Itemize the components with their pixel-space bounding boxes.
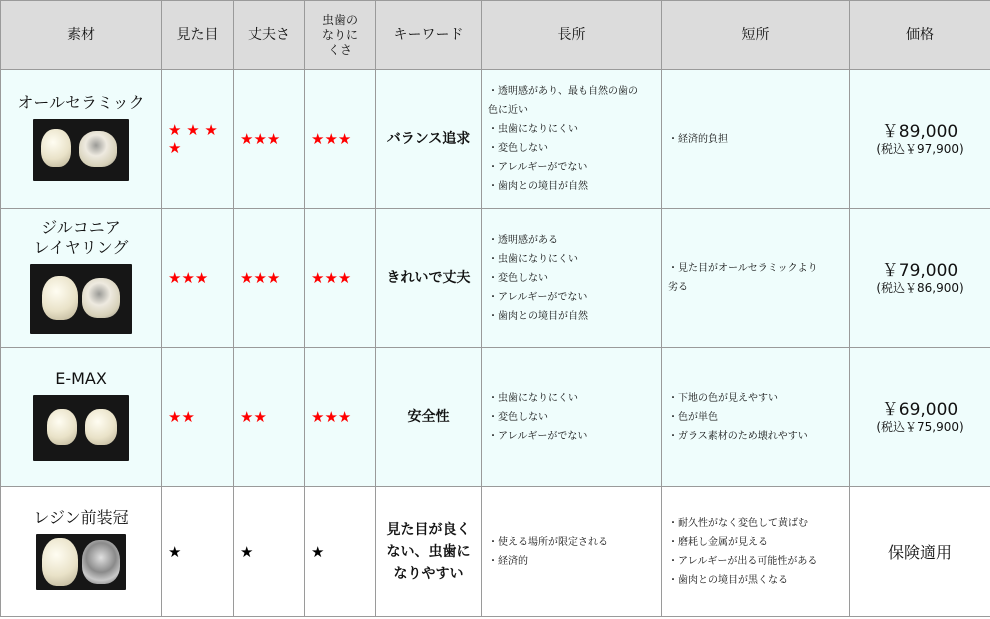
list-item: ・歯肉との境目が黒くなる [668, 574, 788, 586]
list-item: ・見た目がオールセラミックより [668, 263, 818, 274]
header-price: 価格 [850, 1, 990, 70]
appearance-rating: ★ ★ ★ ★ [162, 70, 234, 209]
list-item: ・変色しない [488, 272, 548, 284]
cavity-resistance-rating: ★★★ [305, 209, 376, 348]
list-item: ・虫歯になりにくい [488, 124, 578, 135]
list-item: ・経済的負担 [668, 133, 728, 145]
pros-cell [482, 70, 662, 209]
price-with-tax: (税込￥86,900) [876, 280, 964, 295]
list-item: ・透明感があり、最も自然の歯の [488, 86, 638, 97]
list-item: ・虫歯になりにくい [488, 253, 578, 265]
keyword-cell: きれいで丈夫 [376, 209, 482, 348]
durability-rating: ★★★ [234, 209, 305, 348]
durability-rating: ★★★ [234, 70, 305, 209]
list-item: ・変色しない [488, 143, 548, 154]
cons-cell [662, 348, 850, 487]
keyword-line1: 見た目が良く [386, 521, 471, 538]
header-cavity-line3: くさ [327, 42, 352, 57]
header-cons: 短所 [662, 1, 850, 70]
header-keyword: キーワード [376, 1, 482, 70]
list-item: ・歯肉との境目が自然 [488, 310, 588, 322]
list-item: ・下地の色が見えやすい [668, 392, 778, 404]
table-row [1, 487, 990, 617]
header-appearance: 見た目 [162, 1, 234, 70]
material-name-line2: レイヤリング [33, 237, 129, 257]
price-cell [850, 487, 990, 617]
pros-cell [482, 348, 662, 487]
list-item: ・アレルギーがでない [488, 291, 588, 303]
list-item: ・虫歯になりにくい [488, 392, 578, 404]
cavity-resistance-rating: ★★★ [305, 348, 376, 487]
list-item: ・アレルギーが出る可能性がある [668, 555, 818, 567]
header-durability: 丈夫さ [234, 1, 305, 70]
material-name: レジン前装冠 [33, 508, 129, 527]
list-item: ・歯肉との境目が自然 [488, 181, 588, 192]
resin-crown-photo [36, 534, 126, 590]
appearance-rating: ★★ [162, 348, 234, 487]
header-material: 素材 [1, 1, 162, 70]
material-name: オールセラミック [17, 92, 145, 112]
table-row [1, 209, 990, 348]
durability-rating: ★★ [234, 348, 305, 487]
keyword-cell: バランス追求 [376, 70, 482, 209]
emax-crown-photo [33, 395, 129, 461]
header-cavity-line1: 虫歯の [321, 12, 358, 27]
all-ceramic-crown-photo [33, 119, 129, 181]
zirconia-crown-photo [30, 264, 132, 334]
cavity-resistance-rating: ★★★ [305, 70, 376, 209]
price-value: ￥69,000 [881, 399, 959, 420]
pros-cell [482, 487, 662, 617]
material-name-line1: ジルコニア [41, 217, 121, 237]
keyword-cell: 安全性 [376, 348, 482, 487]
list-item: ・色が単色 [668, 411, 718, 423]
list-item: ・透明感がある [488, 234, 558, 246]
price-with-tax: (税込￥75,900) [876, 419, 964, 434]
price-cell [850, 70, 990, 209]
material-cell [1, 487, 162, 617]
cons-cell [662, 209, 850, 348]
list-item: ・変色しない [488, 411, 548, 423]
price-cell [850, 348, 990, 487]
keyword-line2: ない、虫歯に [386, 543, 471, 560]
list-item: ・アレルギーがでない [488, 162, 588, 173]
cons-cell [662, 70, 850, 209]
header-pros: 長所 [482, 1, 662, 70]
price-value: ￥89,000 [881, 121, 959, 142]
insurance-coverage-label: 保険適用 [887, 543, 952, 562]
durability-rating: ★ [234, 487, 305, 617]
price-value: ￥79,000 [881, 260, 959, 281]
material-cell [1, 209, 162, 348]
header-row [1, 1, 990, 70]
material-name: E-MAX [55, 368, 107, 388]
list-item: 劣る [668, 282, 688, 293]
header-cavity-line2: なりに [321, 27, 358, 42]
appearance-rating: ★ [162, 487, 234, 617]
keyword-line3: なりやすい [393, 565, 464, 582]
material-cell [1, 70, 162, 209]
list-item: ・磨耗し金属が見える [668, 536, 768, 548]
list-item: ・アレルギーがでない [488, 430, 588, 442]
header-cavity-resistance [305, 1, 376, 70]
cavity-resistance-rating: ★ [305, 487, 376, 617]
price-cell [850, 209, 990, 348]
list-item: ・耐久性がなく変色して黄ばむ [668, 517, 808, 529]
material-cell [1, 348, 162, 487]
cons-cell [662, 487, 850, 617]
table-row [1, 348, 990, 487]
list-item: ・使える場所が限定される [488, 536, 608, 548]
appearance-rating: ★★★ [162, 209, 234, 348]
list-item: ・ガラス素材のため壊れやすい [668, 430, 808, 442]
price-with-tax: (税込￥97,900) [876, 141, 964, 156]
table-row [1, 70, 990, 209]
keyword-cell [376, 487, 482, 617]
pros-cell [482, 209, 662, 348]
list-item: 色に近い [488, 105, 528, 116]
list-item: ・経済的 [488, 555, 528, 567]
